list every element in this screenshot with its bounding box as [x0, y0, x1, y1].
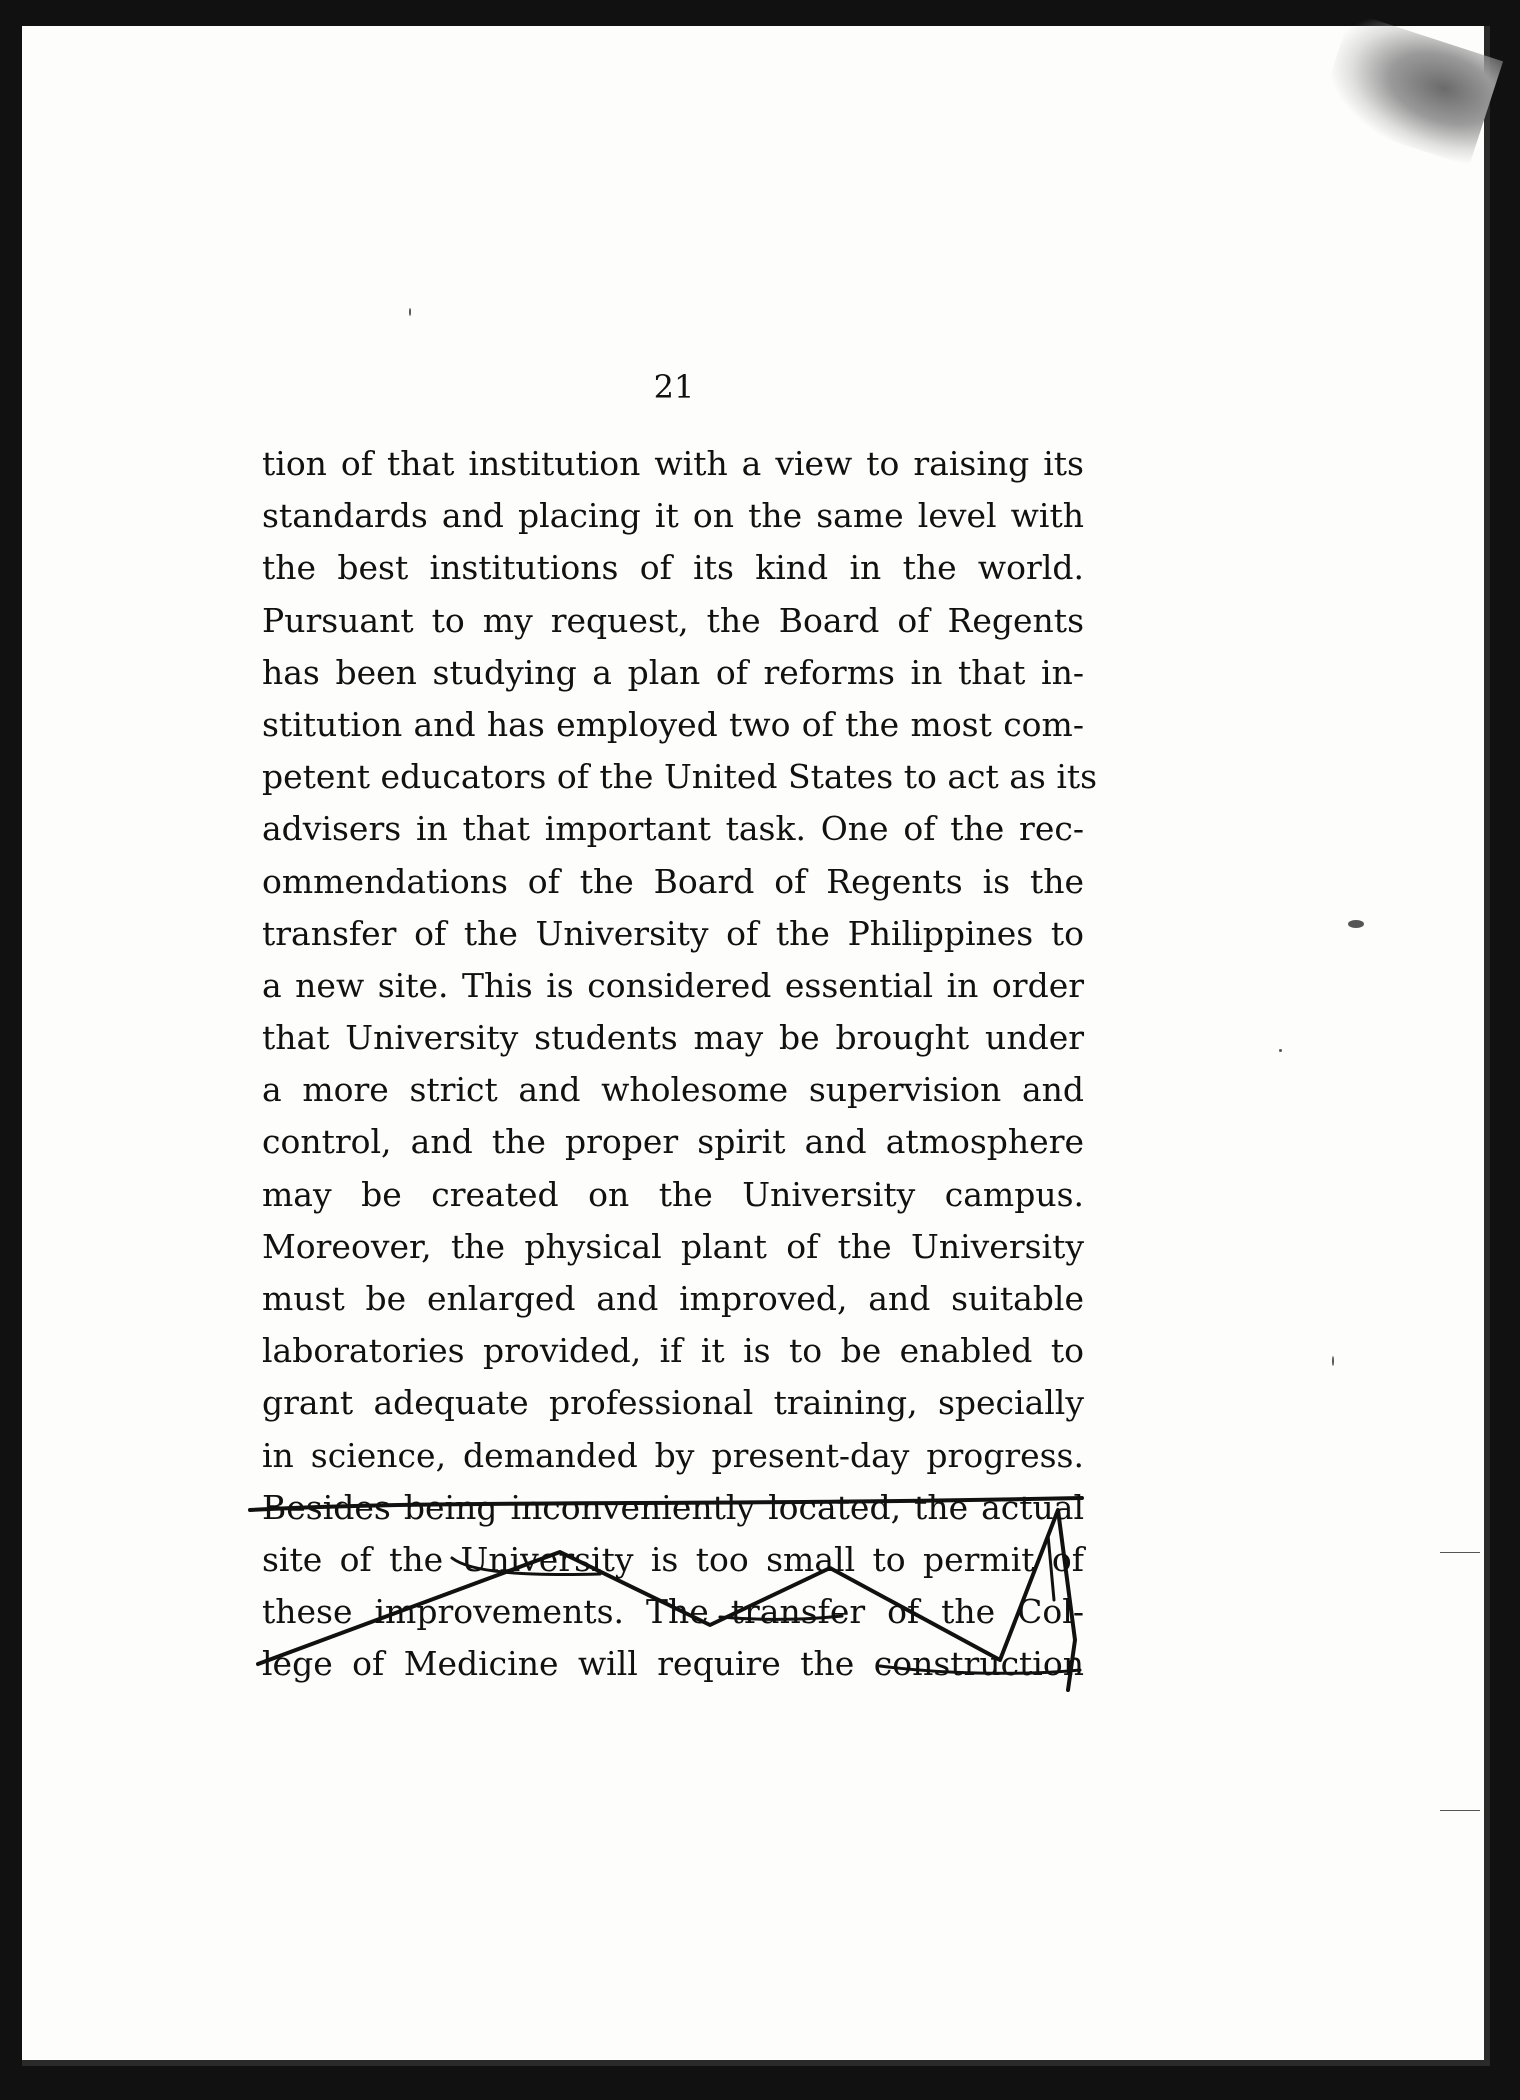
- speck-mark: [1440, 1552, 1480, 1553]
- text-line: Pursuant to my request, the Board of Regents: [262, 600, 1084, 640]
- speck-mark: [1332, 1356, 1334, 1366]
- text-line: the best institutions of its kind in the world.: [262, 548, 1084, 588]
- text-line: Moreover, the physical plant of the University: [262, 1226, 1084, 1266]
- text-line: lege of Medicine will require the construction: [262, 1644, 1084, 1684]
- text-line: these improvements. The transfer of the Col-: [262, 1592, 1084, 1632]
- text-line: ommendations of the Board of Regents is the: [262, 861, 1084, 901]
- page-number: 21: [653, 368, 695, 406]
- text-line: has been studying a plan of reforms in that in-: [262, 652, 1084, 692]
- speck-mark: [1348, 920, 1364, 928]
- text-line: transfer of the University of the Philippines to: [262, 913, 1084, 953]
- text-line: must be enlarged and improved, and suitable: [262, 1279, 1084, 1318]
- text-line: Besides being inconveniently located, the actual: [262, 1487, 1084, 1527]
- text-line: may be created on the University campus.: [262, 1174, 1084, 1214]
- text-line: a new site. This is considered essential in order: [262, 965, 1084, 1005]
- text-line: in science, demanded by present-day progress.: [262, 1435, 1084, 1475]
- speck-mark: [1440, 1810, 1480, 1811]
- text-line: standards and placing it on the same level with: [262, 496, 1084, 536]
- text-line: site of the University is too small to permit of: [262, 1539, 1084, 1579]
- text-line: grant adequate professional training, specially: [262, 1383, 1084, 1423]
- text-line: that University students may be brought under: [262, 1018, 1084, 1058]
- text-line: a more strict and wholesome supervision and: [262, 1070, 1084, 1110]
- text-line: laboratories provided, if it is to be enabled to: [262, 1331, 1084, 1371]
- text-line: petent educators of the United States to act as its: [262, 757, 1098, 797]
- text-line: tion of that institution with a view to raising its: [262, 444, 1084, 483]
- text-line: stitution and has employed two of the most com-: [262, 704, 1084, 744]
- speck-mark: [1279, 1049, 1282, 1052]
- body-text: [262, 438, 1098, 1691]
- text-line: advisers in that important task. One of the rec-: [262, 809, 1084, 849]
- speck-mark: [409, 308, 411, 316]
- text-line: control, and the proper spirit and atmosphere: [262, 1122, 1084, 1162]
